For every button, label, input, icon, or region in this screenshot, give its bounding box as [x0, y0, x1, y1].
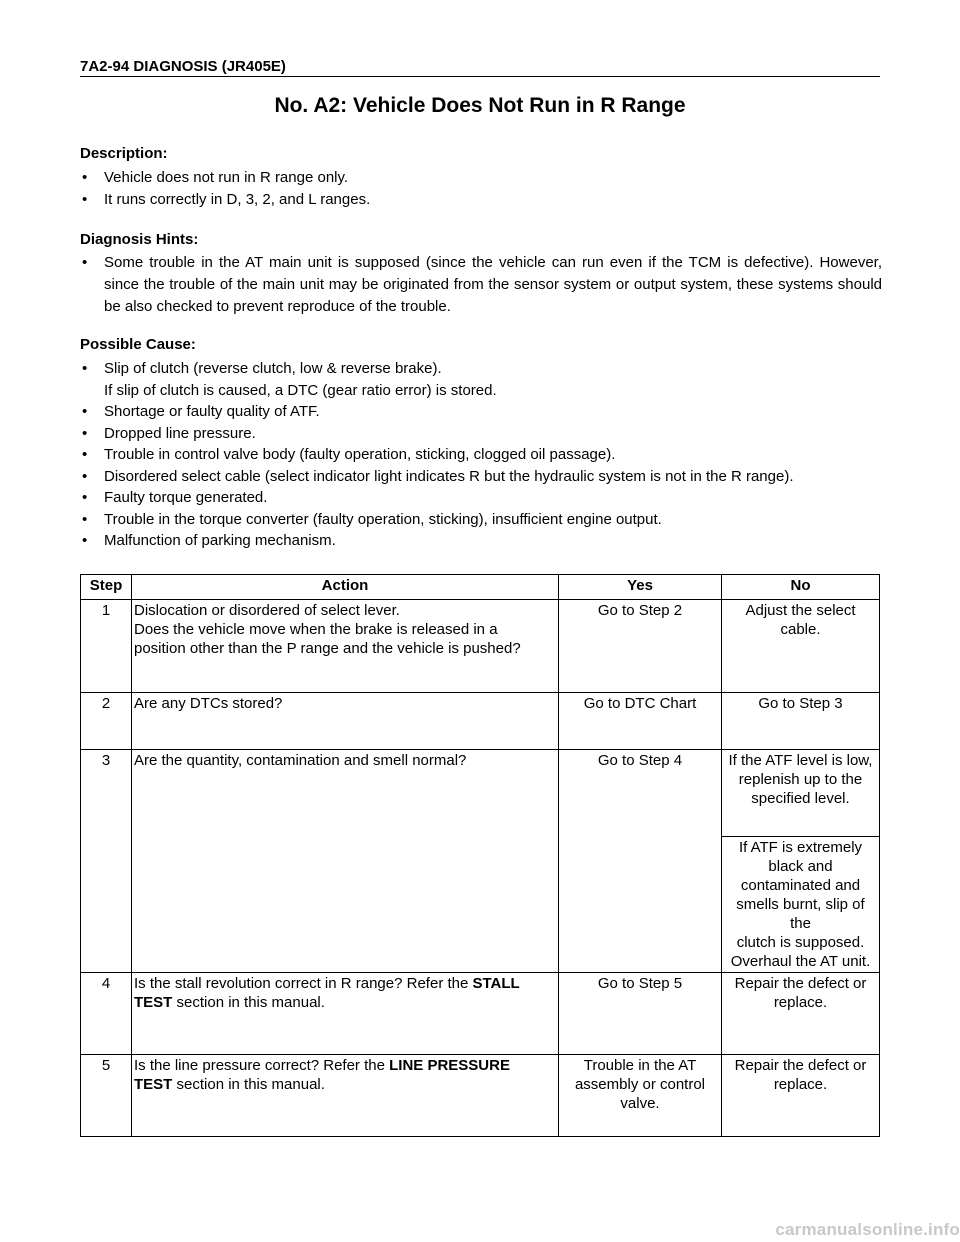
list-item: • Shortage or faulty quality of ATF.	[80, 401, 882, 423]
header-text: 7A2-94 DIAGNOSIS (JR405E)	[80, 58, 286, 75]
keyword-test: TEST	[134, 1076, 173, 1093]
step-action: Dislocation or disordered of select lever. Does the vehicle move when the brake is released in a position other than the P range and the vehicle is pushed?	[132, 600, 559, 693]
bullet-icon: •	[82, 424, 88, 442]
header-no: No	[722, 575, 880, 600]
page-header	[80, 57, 880, 77]
bullet-icon: •	[82, 532, 88, 549]
step-number: 1	[81, 600, 132, 693]
step-action: Are the quantity, contamination and smell normal?	[132, 750, 559, 973]
bullet-icon: •	[82, 489, 88, 506]
watermark: carmanualsonline.info	[775, 1220, 960, 1239]
step-action: Is the stall revolution correct in R range? Refer the STALL TEST section in this manual.	[132, 973, 559, 1055]
list-item: • Some trouble in the AT main unit is supposed (since the vehicle can run even if the TCM is defective). However, since the trouble of the main unit may be originated from the sensor system or output system, these systems should be also checked to prevent reproduce of the trouble.	[82, 254, 882, 315]
list-item: • Dropped line pressure.	[80, 423, 882, 445]
table-row	[81, 600, 880, 693]
bullet-icon: •	[82, 169, 88, 186]
keyword-stall: STALL	[472, 975, 520, 992]
list-item: • Trouble in control valve body (faulty operation, sticking, clogged oil passage).	[80, 444, 882, 466]
keyword-line-pressure: LINE PRESSURE	[389, 1057, 510, 1074]
step-number: 5	[81, 1055, 132, 1137]
step-yes: Go to Step 2	[559, 600, 722, 693]
step-yes: Go to Step 5	[559, 973, 722, 1055]
table-row	[81, 693, 880, 750]
bullet-icon: •	[82, 190, 88, 208]
step-number: 4	[81, 973, 132, 1055]
list-item: • Disordered select cable (select indicator light indicates R but the hydraulic system is not in the R range).	[80, 466, 882, 488]
step-action: Are any DTCs stored?	[132, 693, 559, 750]
table-row	[81, 1055, 880, 1137]
bullet-icon: •	[82, 254, 88, 271]
keyword-test: TEST	[134, 994, 173, 1011]
step-yes: Trouble in the AT assembly or control valve.	[559, 1055, 722, 1137]
step-number: 2	[81, 693, 132, 750]
hints-list	[80, 252, 882, 318]
step-no: If ATF is extremely black and contaminated and smells burnt, slip of the clutch is supposed. Overhaul the AT unit.	[722, 837, 880, 973]
step-no: Repair the defect or replace.	[722, 973, 880, 1055]
table-header-row	[81, 575, 880, 600]
step-no: Go to Step 3	[722, 693, 880, 750]
step-number: 3	[81, 750, 132, 973]
header-yes: Yes	[559, 575, 722, 600]
page-title: No. A2: Vehicle Does Not Run in R Range	[274, 94, 686, 117]
bullet-icon: •	[82, 446, 88, 463]
step-no: If the ATF level is low, replenish up to the specified level.	[722, 750, 880, 837]
diagnosis-table	[80, 574, 880, 1137]
description-heading: Description:	[80, 145, 168, 162]
table-row	[81, 973, 880, 1055]
step-action: Is the line pressure correct? Refer the LINE PRESSURE TEST section in this manual.	[132, 1055, 559, 1137]
bullet-icon: •	[82, 467, 88, 485]
bullet-icon: •	[82, 360, 88, 377]
list-item: • Trouble in the torque converter (faulty operation, sticking), insufficient engine output.	[80, 509, 882, 531]
bullet-icon: •	[82, 403, 88, 420]
table-row	[81, 750, 880, 837]
list-item: • Malfunction of parking mechanism.	[80, 530, 882, 552]
list-item: • Slip of clutch (reverse clutch, low & reverse brake). If slip of clutch is caused, a DTC (gear ratio error) is stored.	[82, 360, 497, 399]
step-no: Adjust the select cable.	[722, 600, 880, 693]
step-yes: Go to Step 4	[559, 750, 722, 973]
step-no: Repair the defect or replace.	[722, 1055, 880, 1137]
description-list	[80, 167, 882, 210]
header-step: Step	[81, 575, 132, 600]
list-item: • Vehicle does not run in R range only.	[80, 167, 882, 189]
list-item: • Faulty torque generated.	[80, 487, 882, 509]
hints-heading: Diagnosis Hints:	[80, 231, 199, 248]
step-yes: Go to DTC Chart	[559, 693, 722, 750]
header-action: Action	[132, 575, 559, 600]
causes-list	[80, 358, 882, 552]
bullet-icon: •	[82, 510, 88, 528]
list-item: • It runs correctly in D, 3, 2, and L ranges.	[80, 189, 882, 211]
causes-heading: Possible Cause:	[80, 336, 196, 353]
